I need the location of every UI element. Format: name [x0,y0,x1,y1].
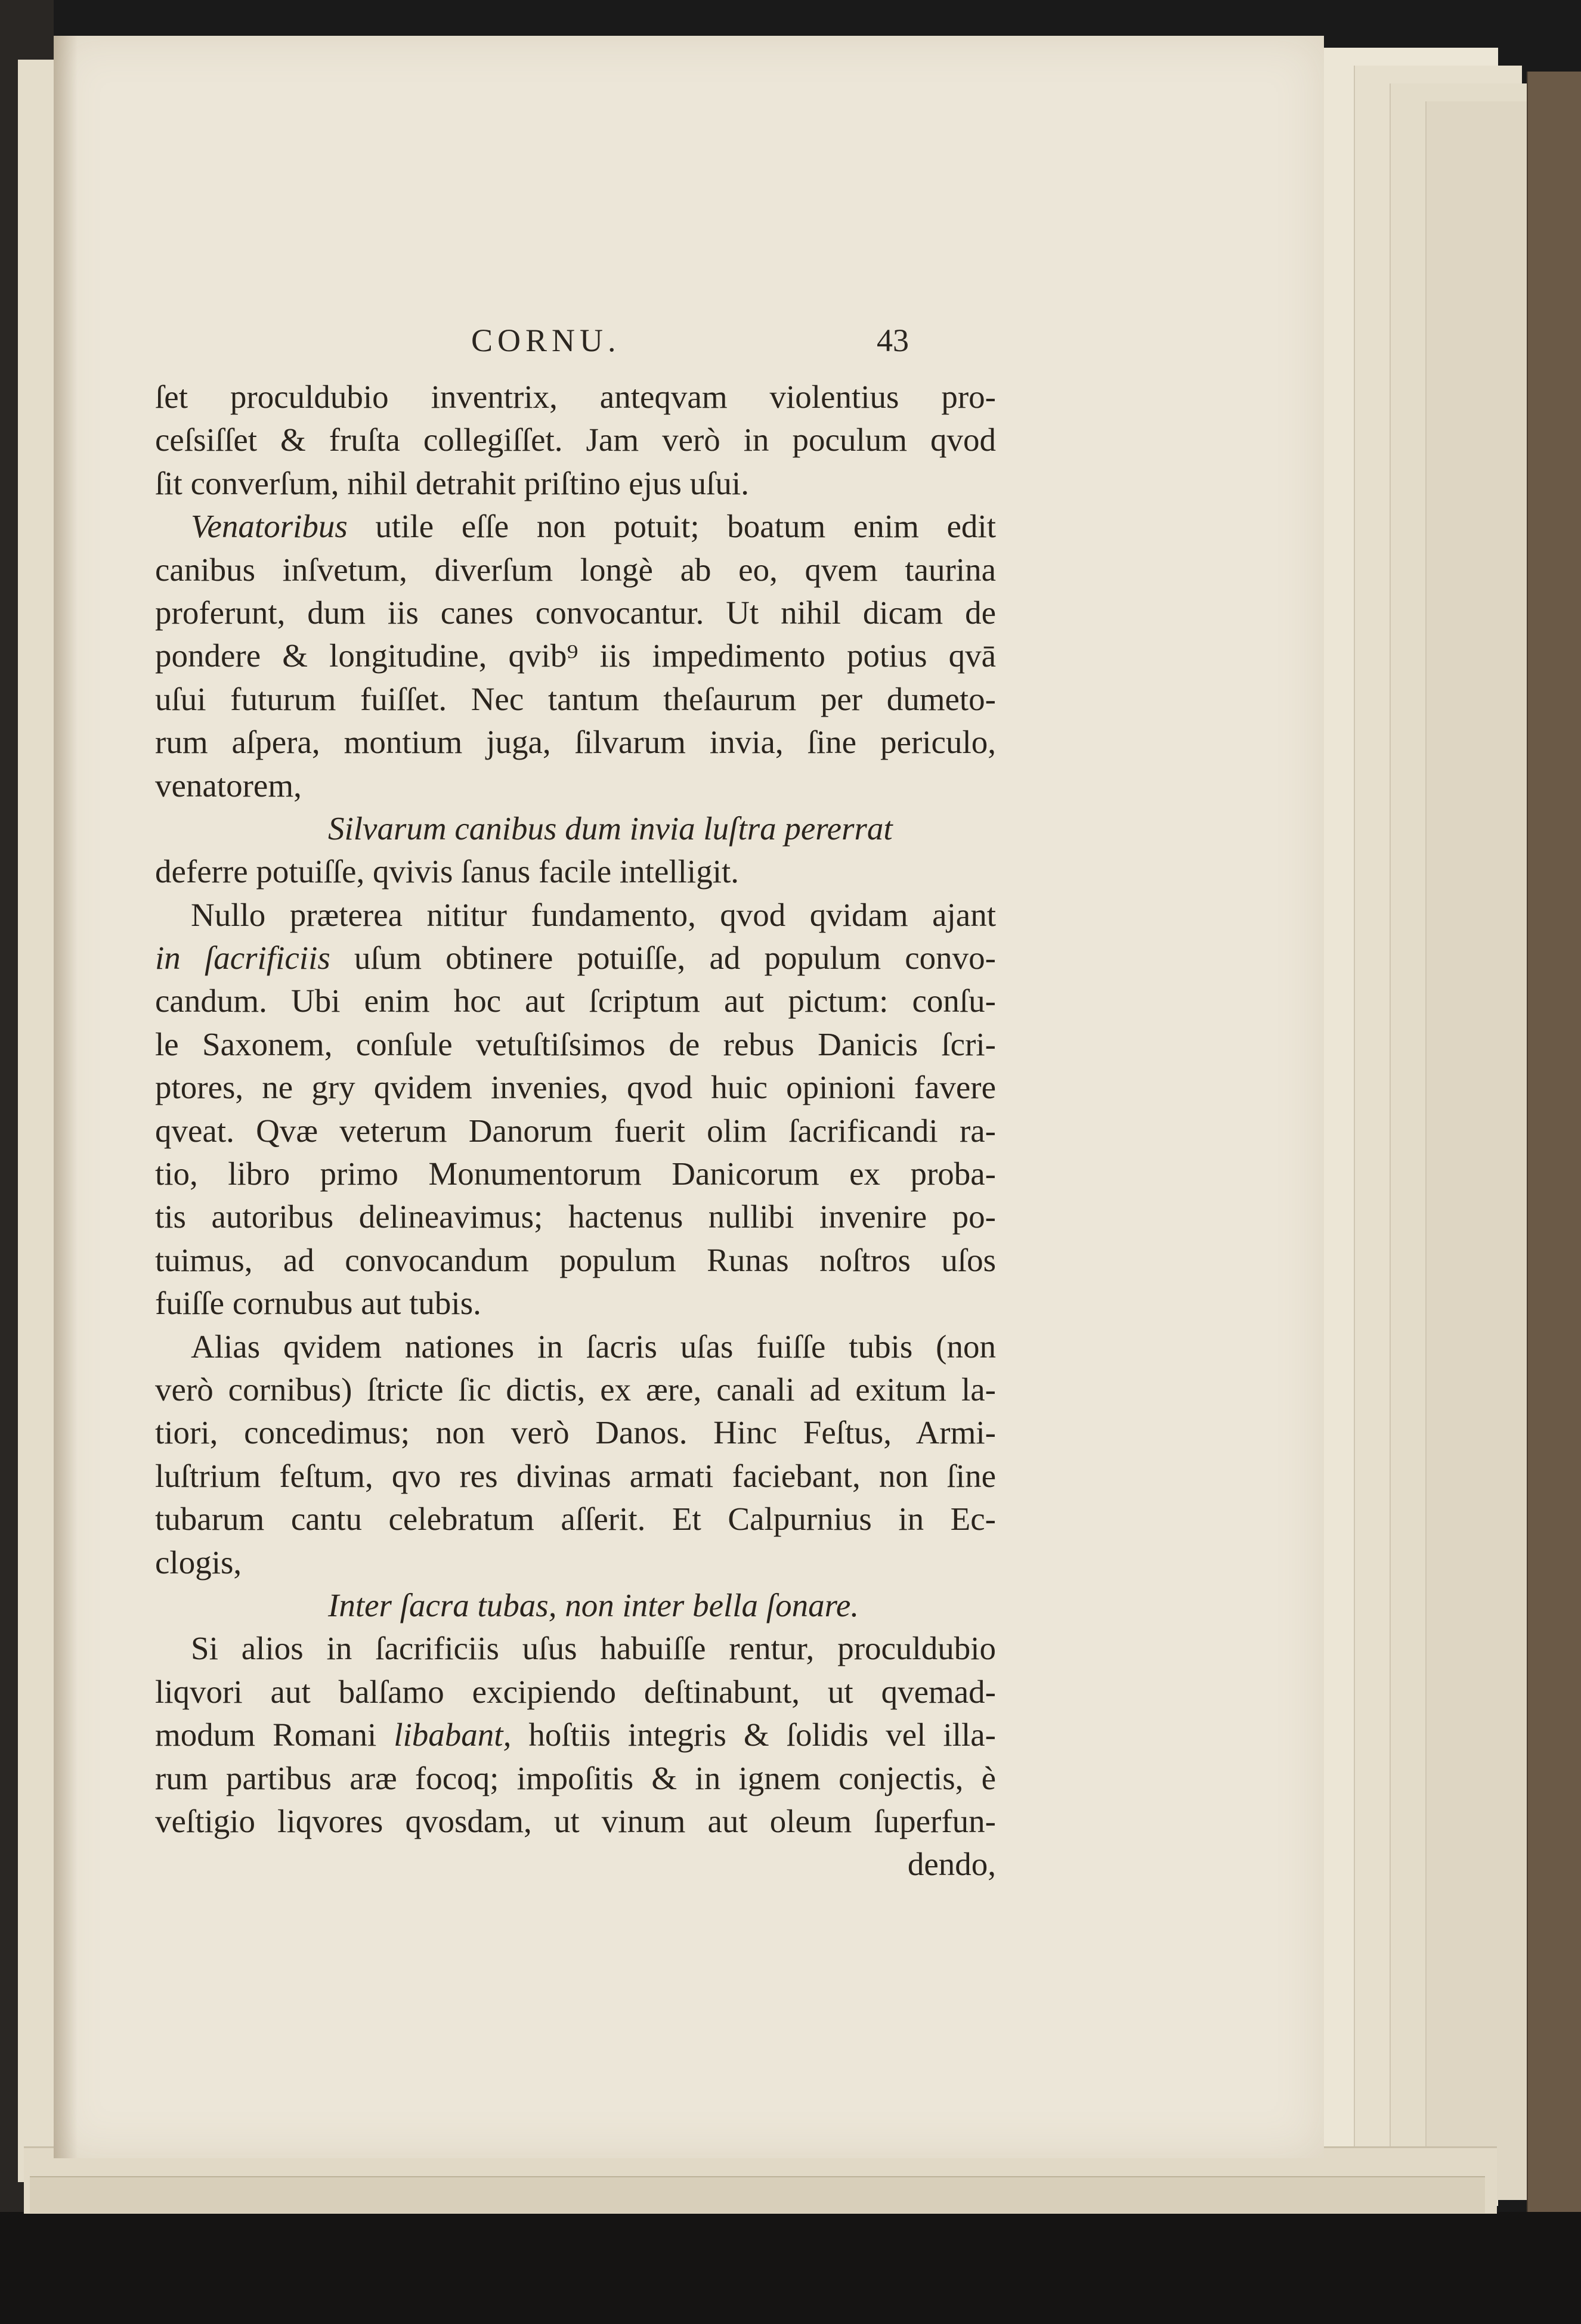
text-line: veſtigio liqvores qvosdam, ut vinum aut oleum ſuperfun- [155,1802,996,1839]
body-text [155,376,996,1886]
page-number: 43 [877,323,909,358]
text-line: qveat. Qvæ veterum Danorum fuerit olim ſacrificandi ra- [155,1112,996,1149]
text-line: pondere & longitudine, qvib⁹ iis impedimento potius qvā [155,637,996,674]
text-line: tis autoribus delineavimus; hactenus nullibi invenire po- [155,1198,996,1235]
text-line: venatorem, [155,767,302,804]
scanner-background-bottom [0,2212,1581,2324]
text-line: le Saxonem, conſule vetuſtiſsimos de rebus Danicis ſcri- [155,1025,996,1062]
text-line: tuimus, ad convocandum populum Runas noſtros uſos [155,1241,996,1278]
italic-term: libabant, [394,1716,512,1753]
text-line: Alias qvidem nationes in ſacris uſas fuiſſe tubis (non [191,1328,996,1365]
page-gutter-shadow [54,36,78,2158]
text-line: Nullo præterea nititur fundamento, qvod qvidam ajant [191,896,996,933]
text-line: uſui futurum fuiſſet. Nec tantum theſaurum per dumeto- [155,680,996,717]
text-line: rum aſpera, montium juga, ſilvarum invia, ſine periculo, [155,724,996,761]
text-line: rum partibus aræ focoq; impoſitis & in ignem conjectis, è [155,1759,996,1796]
text-line: liqvori aut balſamo excipiendo deſtinabunt, ut qvemad- [155,1673,996,1710]
text-line [155,1713,996,1756]
line-text: hoſtiis integris & ſolidis vel illa- [511,1716,996,1753]
text-line: canibus inſvetum, diverſum longè ab eo, qvem taurina [155,551,996,588]
italic-term: in ſacrificiis [155,940,330,977]
text-line: tio, libro primo Monumentorum Danicorum ex proba- [155,1155,996,1192]
text-line: ptores, ne gry qvidem invenies, qvod huic opinioni favere [155,1069,996,1106]
page-header [54,322,1324,370]
text-line: luſtrium feſtum, qvo res divinas armati faciebant, non ſine [155,1457,996,1494]
text-line: clogis, [155,1544,242,1581]
book-cover-edge [1527,72,1581,2212]
text-line [155,937,996,980]
text-line: tubarum cantu celebratum aſſerit. Et Calpurnius in Ec- [155,1501,996,1538]
text-line: candum. Ubi enim hoc aut ſcriptum aut pictum: conſu- [155,983,996,1020]
line-text: uſum obtinere potuiſſe, ad populum convo- [330,940,996,977]
running-title: CORNU. [471,323,621,358]
text-line: tiori, concedimus; non verò Danos. Hinc Feſtus, Armi- [155,1414,996,1451]
text-line: ſit converſum, nihil detrahit priſtino ejus uſui. [155,464,749,501]
text-line: verò cornibus) ſtricte ſic dictis, ex ære, canali ad exitum la- [155,1371,996,1408]
italic-term: Venatoribus [191,508,348,545]
line-text: modum Romani [155,1716,394,1753]
book-page [54,36,1324,2158]
text-line: Si alios in ſacrificiis uſus habuiſſe rentur, proculdubio [191,1630,996,1667]
text-line: Silvarum canibus dum invia luſtra pererrat [328,810,893,847]
text-line: ſet proculdubio inventrix, anteqvam violentius pro- [155,379,996,415]
line-text: utile eſſe non potuit; boatum enim edit [347,508,996,545]
text-line [155,505,996,548]
text-line: deferre potuiſſe, qvivis ſanus facile intelligit. [155,853,740,890]
bottom-page-stack [30,2176,1485,2213]
text-line: Inter ſacra tubas, non inter bella ſonare. [328,1586,859,1623]
text-line: ceſsiſſet & fruſta collegiſſet. Jam verò in poculum qvod [155,422,996,458]
text-line: dendo, [907,1846,996,1883]
text-line: fuiſſe cornubus aut tubis. [155,1285,481,1322]
text-line: proferunt, dum iis canes convocantur. Ut nihil dicam de [155,594,996,631]
